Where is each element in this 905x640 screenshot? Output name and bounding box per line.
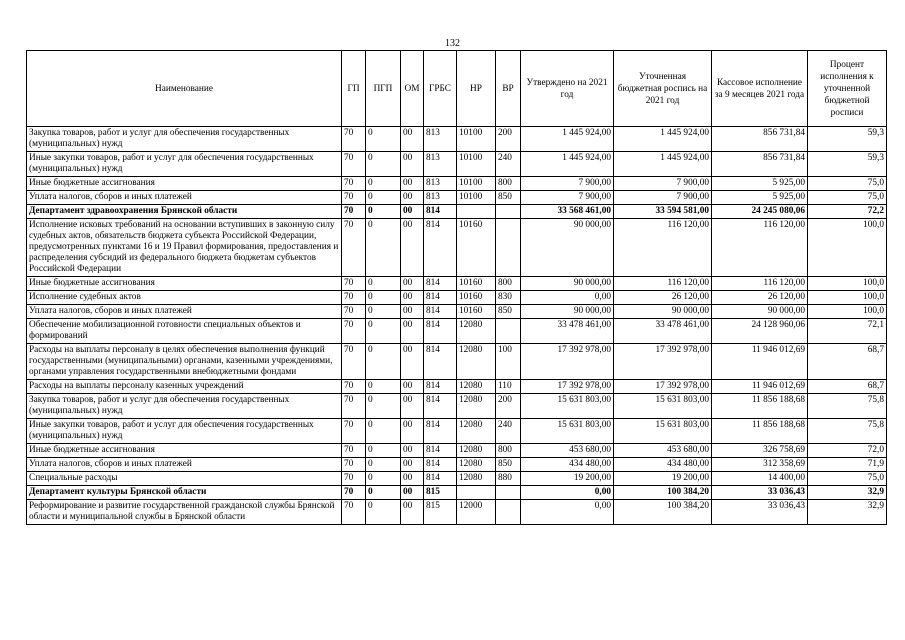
row-executed: 856 731,84 [712, 127, 808, 152]
row-vr: 800 [496, 177, 521, 191]
row-om: 00 [401, 472, 424, 486]
row-gp: 70 [342, 394, 366, 419]
row-grbs: 813 [424, 191, 457, 205]
row-approved: 0,00 [521, 486, 614, 500]
row-refined: 17 392 978,00 [614, 380, 712, 394]
row-pgp: 0 [366, 344, 401, 380]
row-nr: 12080 [457, 380, 496, 394]
row-nr [457, 205, 496, 219]
row-executed: 24 128 960,06 [712, 319, 808, 344]
row-om: 00 [401, 500, 424, 525]
row-percent: 75,0 [808, 177, 887, 191]
row-approved: 1 445 924,00 [521, 127, 614, 152]
row-executed: 11 946 012,69 [712, 380, 808, 394]
row-vr: 850 [496, 191, 521, 205]
row-name: Специальные расходы [27, 472, 342, 486]
row-pgp: 0 [366, 500, 401, 525]
row-vr: 880 [496, 472, 521, 486]
row-refined: 100 384,20 [614, 486, 712, 500]
row-gp: 70 [342, 380, 366, 394]
row-nr: 10160 [457, 291, 496, 305]
row-approved: 7 900,00 [521, 191, 614, 205]
row-approved: 0,00 [521, 500, 614, 525]
header-executed: Кассовое исполнение за 9 месяцев 2021 года [712, 51, 808, 127]
row-nr [457, 486, 496, 500]
row-vr [496, 219, 521, 277]
row-approved: 0,00 [521, 291, 614, 305]
row-percent: 32,9 [808, 486, 887, 500]
row-refined: 7 900,00 [614, 191, 712, 205]
row-grbs: 814 [424, 277, 457, 291]
row-approved: 33 568 461,00 [521, 205, 614, 219]
row-gp: 70 [342, 444, 366, 458]
row-pgp: 0 [366, 394, 401, 419]
row-refined: 116 120,00 [614, 277, 712, 291]
row-nr: 12080 [457, 458, 496, 472]
row-nr: 10100 [457, 177, 496, 191]
header-refined: Уточненная бюджетная роспись на 2021 год [614, 51, 712, 127]
row-percent: 68,7 [808, 380, 887, 394]
row-grbs: 813 [424, 177, 457, 191]
row-approved: 90 000,00 [521, 305, 614, 319]
row-refined: 15 631 803,00 [614, 394, 712, 419]
row-om: 00 [401, 380, 424, 394]
row-name: Уплата налогов, сборов и иных платежей [27, 458, 342, 472]
row-gp: 70 [342, 127, 366, 152]
row-percent: 72,0 [808, 444, 887, 458]
row-executed: 14 400,00 [712, 472, 808, 486]
row-refined: 7 900,00 [614, 177, 712, 191]
row-vr [496, 205, 521, 219]
row-grbs: 813 [424, 152, 457, 177]
row-gp: 70 [342, 277, 366, 291]
table-row [27, 419, 887, 444]
table-row [27, 394, 887, 419]
row-gp: 70 [342, 205, 366, 219]
row-percent: 100,0 [808, 305, 887, 319]
table-row [27, 444, 887, 458]
row-pgp: 0 [366, 277, 401, 291]
header-grbs: ГРБС [424, 51, 457, 127]
table-row [27, 500, 887, 525]
row-vr: 800 [496, 277, 521, 291]
row-vr: 100 [496, 344, 521, 380]
row-approved: 15 631 803,00 [521, 419, 614, 444]
row-pgp: 0 [366, 219, 401, 277]
row-vr: 240 [496, 152, 521, 177]
row-executed: 11 946 012,69 [712, 344, 808, 380]
row-approved: 1 445 924,00 [521, 152, 614, 177]
row-grbs: 814 [424, 394, 457, 419]
row-gp: 70 [342, 152, 366, 177]
table-row [27, 152, 887, 177]
row-pgp: 0 [366, 319, 401, 344]
row-percent: 72,2 [808, 205, 887, 219]
row-grbs: 814 [424, 419, 457, 444]
row-om: 00 [401, 205, 424, 219]
table-row [27, 177, 887, 191]
row-executed: 5 925,00 [712, 191, 808, 205]
row-gp: 70 [342, 419, 366, 444]
row-name: Иные закупки товаров, работ и услуг для обеспечения государственных (муниципальных) нужд [27, 419, 342, 444]
row-refined: 15 631 803,00 [614, 419, 712, 444]
row-pgp: 0 [366, 191, 401, 205]
row-name: Иные бюджетные ассигнования [27, 177, 342, 191]
row-pgp: 0 [366, 380, 401, 394]
row-refined: 1 445 924,00 [614, 152, 712, 177]
row-approved: 90 000,00 [521, 277, 614, 291]
header-name: Наименование [27, 51, 342, 127]
row-vr: 200 [496, 127, 521, 152]
row-name: Реформирование и развитие государственной гражданской службы Брянской области и муниципальной службы в Брянской области [27, 500, 342, 525]
row-refined: 26 120,00 [614, 291, 712, 305]
row-vr: 800 [496, 444, 521, 458]
table-row [27, 219, 887, 277]
row-gp: 70 [342, 305, 366, 319]
row-executed: 26 120,00 [712, 291, 808, 305]
row-grbs: 813 [424, 127, 457, 152]
row-nr: 12080 [457, 344, 496, 380]
row-grbs: 814 [424, 458, 457, 472]
row-name: Иные бюджетные ассигнования [27, 277, 342, 291]
header-approved: Утверждено на 2021 год [521, 51, 614, 127]
row-name: Департамент здравоохранения Брянской области [27, 205, 342, 219]
row-percent: 72,1 [808, 319, 887, 344]
row-grbs: 814 [424, 205, 457, 219]
row-pgp: 0 [366, 486, 401, 500]
row-grbs: 814 [424, 472, 457, 486]
row-percent: 68,7 [808, 344, 887, 380]
row-executed: 326 758,69 [712, 444, 808, 458]
row-om: 00 [401, 444, 424, 458]
row-percent: 75,0 [808, 191, 887, 205]
row-executed: 90 000,00 [712, 305, 808, 319]
row-grbs: 814 [424, 444, 457, 458]
row-om: 00 [401, 291, 424, 305]
row-vr: 240 [496, 419, 521, 444]
row-nr: 10100 [457, 191, 496, 205]
row-nr: 10160 [457, 277, 496, 291]
row-om: 00 [401, 458, 424, 472]
row-name: Исполнение исковых требований на основании вступивших в законную силу судебных актов, обязательств бюджета субъекта Российской Федерации, предусмотренных пунктами 16 и 19 Правил формирования, предоставления и распределения субсидий из федерального бюджета бюджетам субъектов Российской Федерации [27, 219, 342, 277]
row-pgp: 0 [366, 291, 401, 305]
table-header-row [27, 51, 887, 127]
row-om: 00 [401, 219, 424, 277]
row-gp: 70 [342, 472, 366, 486]
row-gp: 70 [342, 291, 366, 305]
row-name: Уплата налогов, сборов и иных платежей [27, 305, 342, 319]
row-nr: 10100 [457, 152, 496, 177]
row-grbs: 815 [424, 486, 457, 500]
row-name: Закупка товаров, работ и услуг для обеспечения государственных (муниципальных) нужд [27, 394, 342, 419]
row-vr [496, 486, 521, 500]
row-vr: 850 [496, 305, 521, 319]
row-gp: 70 [342, 219, 366, 277]
row-om: 00 [401, 177, 424, 191]
header-om: ОМ [401, 51, 424, 127]
row-gp: 70 [342, 486, 366, 500]
row-approved: 434 480,00 [521, 458, 614, 472]
row-vr: 200 [496, 394, 521, 419]
row-approved: 33 478 461,00 [521, 319, 614, 344]
row-refined: 1 445 924,00 [614, 127, 712, 152]
row-pgp: 0 [366, 205, 401, 219]
row-gp: 70 [342, 500, 366, 525]
row-nr: 10160 [457, 219, 496, 277]
row-grbs: 814 [424, 319, 457, 344]
row-percent: 71,9 [808, 458, 887, 472]
row-name: Уплата налогов, сборов и иных платежей [27, 191, 342, 205]
row-om: 00 [401, 419, 424, 444]
row-executed: 24 245 080,06 [712, 205, 808, 219]
table-body [27, 127, 887, 525]
row-refined: 434 480,00 [614, 458, 712, 472]
row-percent: 75,8 [808, 419, 887, 444]
row-refined: 19 200,00 [614, 472, 712, 486]
row-pgp: 0 [366, 177, 401, 191]
table-row [27, 191, 887, 205]
table-row [27, 319, 887, 344]
row-om: 00 [401, 319, 424, 344]
row-percent: 59,3 [808, 127, 887, 152]
row-grbs: 814 [424, 291, 457, 305]
row-executed: 856 731,84 [712, 152, 808, 177]
row-nr: 10100 [457, 127, 496, 152]
row-vr: 850 [496, 458, 521, 472]
header-nr: НР [457, 51, 496, 127]
row-approved: 453 680,00 [521, 444, 614, 458]
row-grbs: 815 [424, 500, 457, 525]
row-pgp: 0 [366, 444, 401, 458]
row-pgp: 0 [366, 472, 401, 486]
row-approved: 19 200,00 [521, 472, 614, 486]
table-row [27, 305, 887, 319]
row-percent: 32,9 [808, 500, 887, 525]
table-row [27, 472, 887, 486]
row-refined: 100 384,20 [614, 500, 712, 525]
row-om: 00 [401, 305, 424, 319]
row-vr: 830 [496, 291, 521, 305]
table-row [27, 205, 887, 219]
row-om: 00 [401, 394, 424, 419]
row-vr: 110 [496, 380, 521, 394]
row-nr: 12080 [457, 472, 496, 486]
row-name: Обеспечение мобилизационной готовности специальных объектов и формирований [27, 319, 342, 344]
row-nr: 12080 [457, 419, 496, 444]
row-executed: 11 856 188,68 [712, 419, 808, 444]
row-percent: 100,0 [808, 219, 887, 277]
row-name: Расходы на выплаты персоналу в целях обеспечения выполнения функций государственными (муниципальными) органами, казенными учреждениями, органами управления государственными внебюджетными фондами [27, 344, 342, 380]
row-gp: 70 [342, 191, 366, 205]
row-approved: 17 392 978,00 [521, 380, 614, 394]
row-percent: 59,3 [808, 152, 887, 177]
row-nr: 10160 [457, 305, 496, 319]
table-row [27, 458, 887, 472]
table-row [27, 277, 887, 291]
row-pgp: 0 [366, 127, 401, 152]
row-gp: 70 [342, 177, 366, 191]
row-vr [496, 319, 521, 344]
row-om: 00 [401, 191, 424, 205]
row-executed: 33 036,43 [712, 486, 808, 500]
row-approved: 17 392 978,00 [521, 344, 614, 380]
row-approved: 15 631 803,00 [521, 394, 614, 419]
row-om: 00 [401, 344, 424, 380]
row-refined: 90 000,00 [614, 305, 712, 319]
row-refined: 116 120,00 [614, 219, 712, 277]
row-name: Иные бюджетные ассигнования [27, 444, 342, 458]
row-name: Иные закупки товаров, работ и услуг для обеспечения государственных (муниципальных) нужд [27, 152, 342, 177]
table-row [27, 380, 887, 394]
row-om: 00 [401, 277, 424, 291]
row-executed: 116 120,00 [712, 277, 808, 291]
row-gp: 70 [342, 344, 366, 380]
row-approved: 90 000,00 [521, 219, 614, 277]
table-row [27, 291, 887, 305]
row-percent: 100,0 [808, 277, 887, 291]
row-name: Закупка товаров, работ и услуг для обеспечения государственных (муниципальных) нужд [27, 127, 342, 152]
row-refined: 33 594 581,00 [614, 205, 712, 219]
row-pgp: 0 [366, 419, 401, 444]
header-gp: ГП [342, 51, 366, 127]
row-om: 00 [401, 152, 424, 177]
row-name: Исполнение судебных актов [27, 291, 342, 305]
row-nr: 12080 [457, 444, 496, 458]
table-row [27, 344, 887, 380]
page-number: 132 [445, 38, 460, 49]
budget-table [26, 50, 887, 525]
row-grbs: 814 [424, 344, 457, 380]
row-executed: 116 120,00 [712, 219, 808, 277]
row-refined: 17 392 978,00 [614, 344, 712, 380]
row-pgp: 0 [366, 305, 401, 319]
row-vr [496, 500, 521, 525]
row-executed: 312 358,69 [712, 458, 808, 472]
row-gp: 70 [342, 458, 366, 472]
row-nr: 12080 [457, 394, 496, 419]
row-percent: 100,0 [808, 291, 887, 305]
row-executed: 5 925,00 [712, 177, 808, 191]
row-om: 00 [401, 127, 424, 152]
row-gp: 70 [342, 319, 366, 344]
row-grbs: 814 [424, 219, 457, 277]
row-percent: 75,0 [808, 472, 887, 486]
header-percent: Процент исполнения к уточненной бюджетной росписи [808, 51, 887, 127]
row-refined: 453 680,00 [614, 444, 712, 458]
row-executed: 11 856 188,68 [712, 394, 808, 419]
header-pgp: ПГП [366, 51, 401, 127]
row-pgp: 0 [366, 458, 401, 472]
row-executed: 33 036,43 [712, 500, 808, 525]
row-grbs: 814 [424, 305, 457, 319]
row-pgp: 0 [366, 152, 401, 177]
row-nr: 12000 [457, 500, 496, 525]
row-refined: 33 478 461,00 [614, 319, 712, 344]
table-row [27, 486, 887, 500]
row-grbs: 814 [424, 380, 457, 394]
table-row [27, 127, 887, 152]
row-nr: 12080 [457, 319, 496, 344]
header-vr: ВР [496, 51, 521, 127]
row-om: 00 [401, 486, 424, 500]
row-percent: 75,8 [808, 394, 887, 419]
row-name: Департамент культуры Брянской области [27, 486, 342, 500]
row-name: Расходы на выплаты персоналу казенных учреждений [27, 380, 342, 394]
row-approved: 7 900,00 [521, 177, 614, 191]
